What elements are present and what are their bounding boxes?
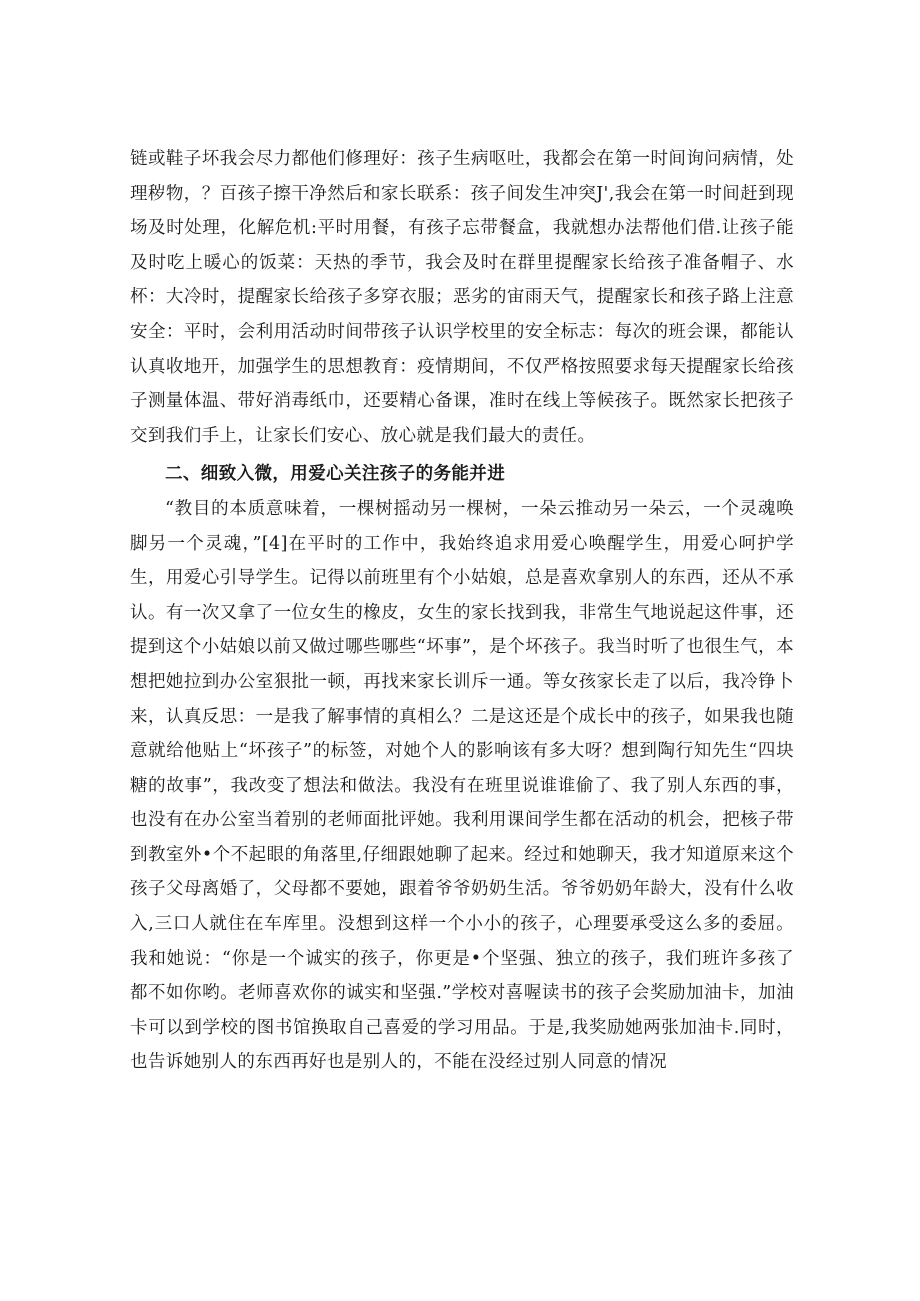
body-paragraph: 链或鞋子坏我会尽力都他们修理好：孩子生病呕吐，我都会在第一时间询问病情，处理秽物，？百孩子擦干净然后和家长联系：孩子间发生冲突J',我会在第一时间赶到现场及时处理，化解危机:平时用餐，有孩子忘带餐盒，我就想办法帮他们借.让孩子能及时吃上暖心的饭菜：天热的季节，我会及时在群里提醒家长给孩子准备帽子、水杯：大冷时，提醒家长给孩子多穿衣服；恶劣的宙雨天气，提醒家长和孩子路上注意安全：平时，会利用活动时间带孩子认识学校里的安全标志：每次的班会课，都能认认真收地开，加强学生的思想教育：疫情期间，不仅严格按照要求每天提醒家长给孩子测量体温、带好消毒纸巾，还要精心备课，准时在线上等候孩子。既然家长把孩子交到我们手上，让家长们安心、放心就是我们最大的责任。: [130, 149, 794, 446]
section-heading: 二、细致入微，用爱心关注孩子的务能并进: [165, 464, 506, 485]
document-body: [130, 142, 794, 1080]
body-paragraph: “教目的本质意味着，一棵树摇动另一棵树，一朵云推动另一朵云，一个灵魂唤脚另一个灵魂，”[4]在平时的工作中，我始终追求用爱心唤醒学生，用爱心呵护学生，用爱心引导学生。记得以前班里有个小姑娘，总是喜欢拿别人的东西，还从不承认。有一次又拿了一位女生的橡皮，女生的家长找到我，非常生气地说起这件事，还提到这个小姑娘以前又做过哪些哪些“坏事”，是个坏孩子。我当时听了也很生气，本想把她拉到办公室狠批一顿，再找来家长训斥一通。等女孩家长走了以后，我冷铮卜来，认真反思：一是我了解事情的真相么？二是这还是个成长中的孩子，如果我也随意就给他贴上“坏孩子”的标签，对她个人的影响该有多大呀？想到陶行知先生“四块糖的故事”，我改变了想法和做法。我没有在班里说谁谁偷了、我了别人东西的事，也没有在办公室当着别的老师面批评她。我利用课间学生都在活动的机会，把核子带到教室外•个不起眼的角落里,仔细跟她聊了起来。经过和她聊天，我才知道原来这个孩子父母离婚了，父母都不要她，跟着爷爷奶奶生活。爷爷奶奶年龄大，没有什么收入,三口人就住在车库里。没想到这样一个小小的孩子，心理要承受这么多的委屈。我和她说：“你是一个诚实的孩子，你更是•个坚强、独立的孩子，我们班许多孩了都不如你哟。老师喜欢你的诚实和坚强.”学校对喜喔读书的孩子会奖励加油卡，加油卡可以到学校的图书馆换取自己喜爱的学习用品。于是,我奖励她两张加油卡.同时，也告诉她别人的东西再好也是别人的，不能在没经过别人同意的情况: [130, 498, 794, 1073]
